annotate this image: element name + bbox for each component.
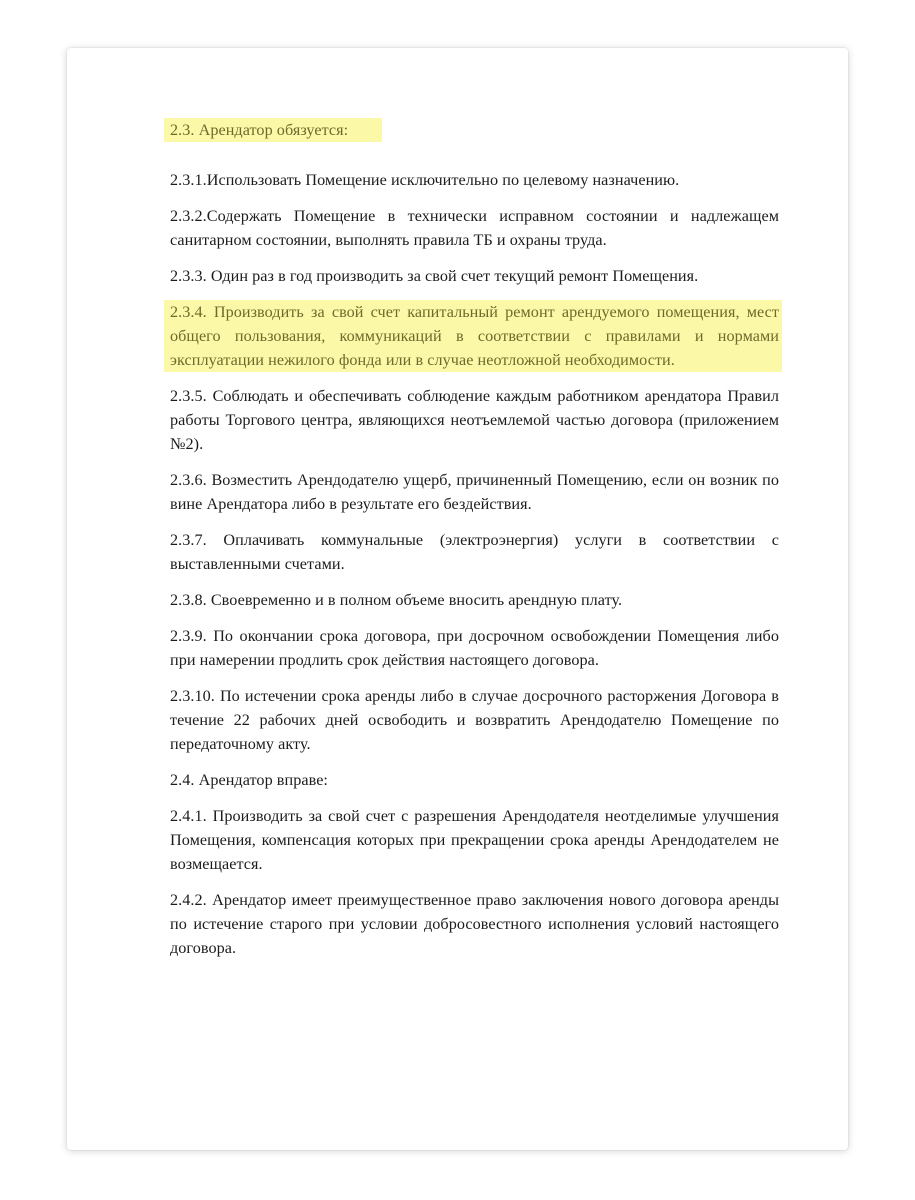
- paragraph-2-3-9: 2.3.9. По окончании срока договора, при досрочном освобождении Помещения либо при намерении продлить срок действия настоящего договора.: [170, 627, 779, 669]
- paragraph-2-3-heading: 2.3. Арендатор обязуется:: [164, 118, 382, 142]
- paragraph-2-3-10: 2.3.10. По истечении срока аренды либо в случае досрочного расторжения Договора в течение 22 рабочих дней освободить и возвратить Арендодателю Помещение по передаточному акту.: [170, 687, 779, 753]
- paragraph-2-3-2: 2.3.2.Содержать Помещение в технически исправном состоянии и надлежащем санитарном состоянии, выполнять правила ТБ и охраны труда.: [170, 207, 779, 249]
- paragraph-wrapper-2-3: [170, 118, 779, 154]
- paragraph-2-3-1: 2.3.1.Использовать Помещение исключительно по целевому назначению.: [170, 171, 680, 189]
- paragraph-2-3-7: 2.3.7. Оплачивать коммунальные (электроэнергия) услуги в соответствии с выставленными счетами.: [170, 531, 779, 573]
- paragraph-2-3-4-highlighted: 2.3.4. Производить за свой счет капитальный ремонт арендуемого помещения, мест общего пользования, коммуникаций в соответствии с правилами и нормами эксплуатации нежилого фонда или в случае неотложной необходимости.: [164, 300, 782, 372]
- paragraph-2-4-heading: 2.4. Арендатор вправе:: [170, 771, 328, 789]
- document-page: [67, 48, 848, 1150]
- paragraph-2-3-5: 2.3.5. Соблюдать и обеспечивать соблюдение каждым работником арендатора Правил работы Торгового центра, являющихся неотъемлемой частью договора (приложением №2).: [170, 387, 779, 453]
- paragraph-2-4-1: 2.4.1. Производить за свой счет с разрешения Арендодателя неотделимые улучшения Помещения, компенсация которых при прекращении срока аренды Арендодателем не возмещается.: [170, 807, 779, 873]
- paragraph-2-3-3: 2.3.3. Один раз в год производить за свой счет текущий ремонт Помещения.: [170, 267, 699, 285]
- paragraph-2-4-2: 2.4.2. Арендатор имеет преимущественное право заключения нового договора аренды по истечение старого при условии добросовестного исполнения условий настоящего договора.: [170, 891, 779, 957]
- document-body: [170, 118, 779, 972]
- paragraph-2-3-6: 2.3.6. Возместить Арендодателю ущерб, причиненный Помещению, если он возник по вине Арендатора либо в результате его бездействия.: [170, 471, 779, 513]
- paragraph-2-3-8: 2.3.8. Своевременно и в полном объеме вносить арендную плату.: [170, 591, 623, 609]
